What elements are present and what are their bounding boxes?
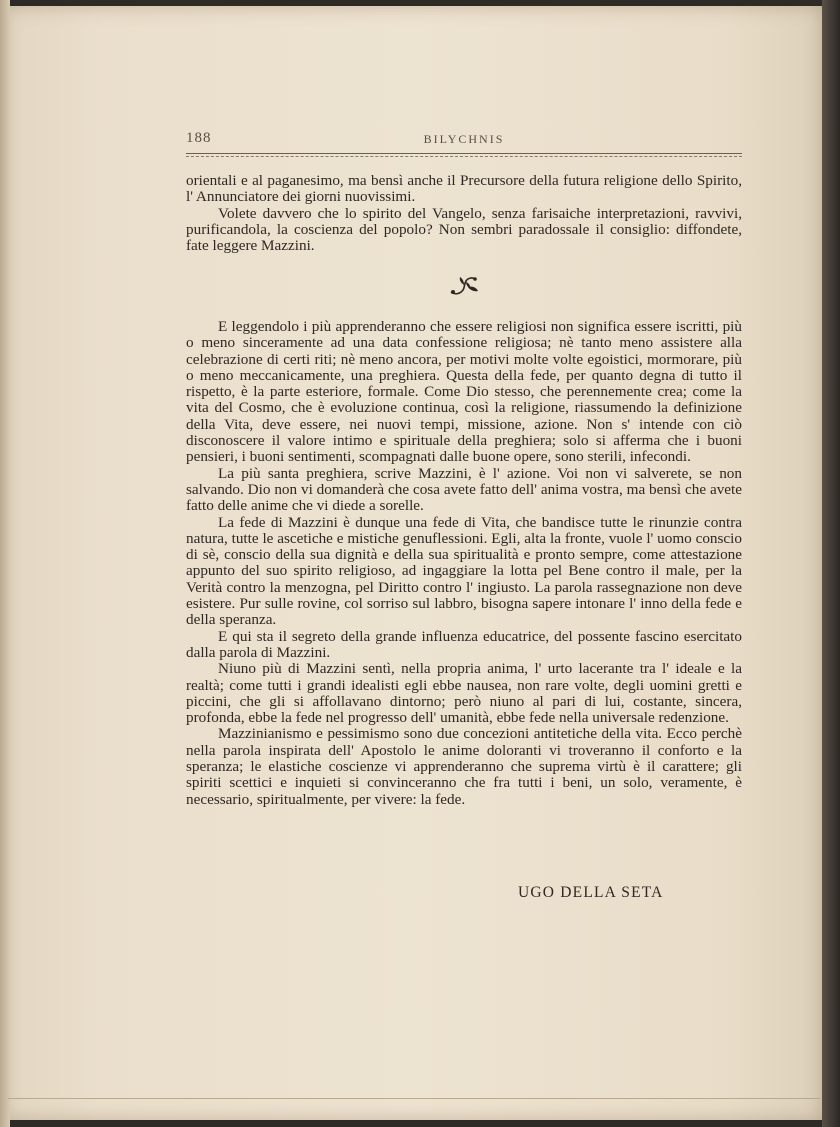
paragraph: E leggendolo i più apprenderanno che essere religiosi non significa essere iscritti, più o meno sinceramente ad una data confessione religiosa; nè tanto meno assistere alla celebrazione di certi riti; nè meno ancora, per motivi molte volte egoistici, mormorare, più o meno meccanicamente, una preghiera. Questa della fede, per quanto degna di tutto il rispetto, è la parte esteriore, formale. Come Dio stesso, che perennemente crea; come la vita del Cosmo, che è evoluzione continua, così la religione, riassumendo la definizione della Vita, deve essere, nei nuovi tempi, missione, azione. Non s' intende con ciò disconoscere il valore intimo e spirituale della preghiera; solo si afferma che i buoni pensieri, i buoni sentimenti, scompagnati dalle buone opere, sono sterili, infecondi.	[186, 318, 742, 466]
page-number: 188	[186, 130, 212, 146]
running-title: BILYCHNIS	[423, 132, 505, 146]
text-block-main	[186, 319, 742, 808]
right-page-edge	[822, 0, 840, 1127]
paragraph: Mazzinianismo e pessimismo sono due concezioni antitetiche della vita. Ecco perchè nella parola inspirata dell' Apostolo le anime doloranti vi troveranno il conforto e la speranza; le elastiche coscienze vi apprenderanno che suprema virtù è il carattere; gli spiriti scettici e inquieti si convinceranno che fra tutti i beni, un solo, veramente, è necessario, spiritualmente, per vivere: la fede.	[186, 725, 742, 808]
author-signature: UGO DELLA SETA	[518, 884, 664, 901]
paragraph: La più santa preghiera, scrive Mazzini, è l' azione. Voi non vi salverete, se non salvando. Dio non vi domanderà che cosa avete fatto dell' anima vostra, ma bensì che avete fatto delle anime che vi diede a sorelle.	[186, 464, 742, 515]
paragraph: Niuno più di Mazzini sentì, nella propria anima, l' urto lacerante tra l' ideale e la realtà; come tutti i grandi idealisti egli ebbe nausea, non rare volte, degli uomini gretti e piccini, che gli si affollavano dintorno; però niuno al pari di lui, costante, sincera, profonda, ebbe la fede nel progresso dell' umanità, ebbe fede nella universale redenzione.	[186, 660, 742, 727]
bottom-edge-line	[8, 1098, 820, 1099]
text-block-top	[186, 173, 742, 254]
paragraph: La fede di Mazzini è dunque una fede di Vita, che bandisce tutte le rinunzie contra natura, tutte le ascetiche e mistiche genuflessioni. Egli, alta la fronte, vuole l' uomo conscio di sè, conscio della sua dignità e della sua spiritualità e pronto sempre, come attestazione appunto del suo spirito religioso, ad ingaggiare la lotta pel Bene contro il male, per la Verità contro la menzogna, pel Diritto contro l' ingiusto. La parola rassegnazione non deve esistere. Pur sulle rovine, col sorriso sul labbro, bisogna sapere intonare l' inno della fede e della speranza.	[186, 513, 742, 629]
paragraph: orientali e al paganesimo, ma bensì anche il Precursore della futura religione dello Spirito, l' Annunciatore dei giorni nuovissimi.	[186, 172, 742, 206]
left-page-edge	[0, 0, 10, 1127]
running-header	[186, 130, 742, 150]
paragraph: E qui sta il segreto della grande influenza educatrice, del possente fascino esercitato dalla parola di Mazzini.	[186, 627, 742, 661]
fleuron-icon	[448, 273, 482, 299]
paragraph: Volete davvero che lo spirito del Vangelo, senza farisaiche interpretazioni, ravvivi, purificandola, la coscienza del popolo? Non sembri paradossale il consiglio: diffondete, fate leggere Mazzini.	[186, 204, 742, 255]
header-rule	[186, 153, 742, 154]
header-rule-dashed	[186, 156, 742, 157]
